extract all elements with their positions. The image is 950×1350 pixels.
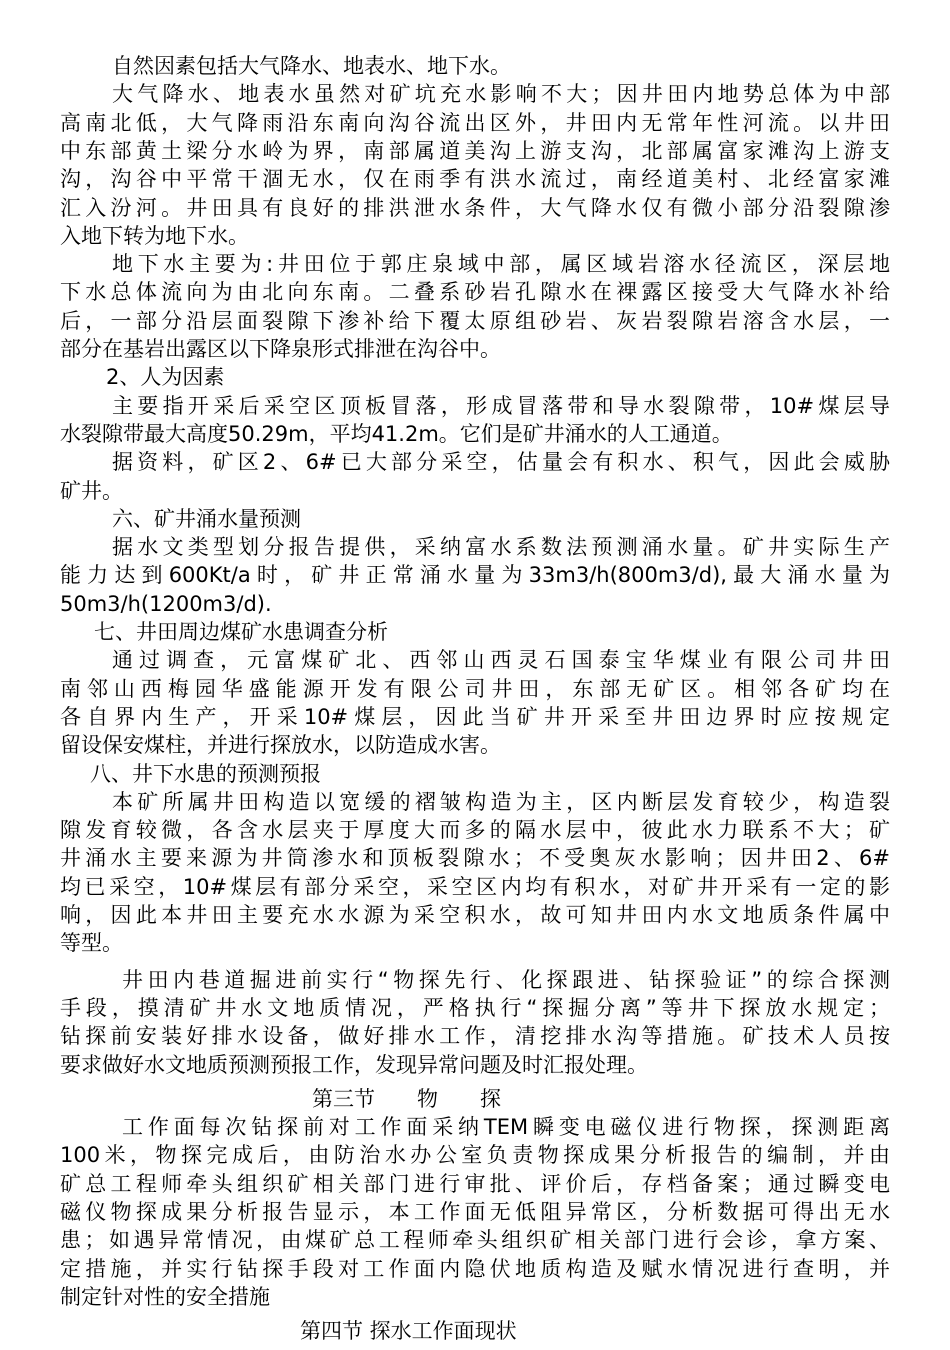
paragraph-line: 入地下转为地下水。 <box>60 223 249 248</box>
paragraph-line: 制定针对性的安全措施 <box>60 1284 270 1309</box>
paragraph-line: 响，因此本井田主要充水水源为采空积水，故可知井田内水文地质条件属中 <box>60 903 890 927</box>
section-heading: 2、人为因素 <box>106 365 225 390</box>
paragraph-line: 地下水主要为:井田位于郭庄泉域中部，属区域岩溶水径流区，深层地 <box>112 252 890 277</box>
paragraph-line: 工作面每次钻探前对工作面采纳TEM瞬变电磁仪进行物探，探测距离 <box>122 1115 890 1140</box>
paragraph-line: 水裂隙带最大高度50.29m，平均41.2m。它们是矿井涌水的人工通道。 <box>60 421 733 446</box>
paragraph-line: 等型。 <box>60 931 123 956</box>
section-heading: 八、井下水患的预测预报 <box>90 761 321 786</box>
paragraph-line: 中东部黄土梁分水岭为界，南部属道美沟上游支沟，北部属富家滩沟上游支 <box>60 138 890 163</box>
paragraph-line: 沟，沟谷中平常干涸无水，仅在雨季有洪水流过，南经道美村、北经富家滩 <box>60 167 890 192</box>
paragraph-line: 自然因素包括大气降水、地表水、地下水。 <box>112 54 511 78</box>
paragraph-line: 井田内巷道掘进前实行“物探先行、化探跟进、钻探验证”的综合探测 <box>122 967 890 992</box>
section-title: 第四节 探水工作面现状 <box>300 1319 517 1344</box>
paragraph-line: 南邻山西梅园华盛能源开发有限公司井田，东部无矿区。相邻各矿均在 <box>60 676 890 701</box>
paragraph-line: 部分在基岩出露区以下降泉形式排泄在沟谷中。 <box>60 337 501 361</box>
paragraph-line: 要求做好水文地质预测预报工作，发现异常问题及时汇报处理。 <box>60 1052 648 1077</box>
paragraph-line: 汇入汾河。井田具有良好的排洪泄水条件，大气降水仅有微小部分沿裂隙渗 <box>60 195 890 220</box>
paragraph-line: 患；如遇异常情况，由煤矿总工程师牵头组织矿相关部门进行会诊，拿方案、 <box>60 1228 890 1253</box>
paragraph-line: 通过调查，元富煤矿北、西邻山西灵石国泰宝华煤业有限公司井田 <box>112 648 890 673</box>
paragraph-line: 留设保安煤柱，并进行探放水，以防造成水害。 <box>60 733 501 758</box>
paragraph-line: 隙发育较微，各含水层夹于厚度大而多的隔水层中，彼此水力联系不大；矿 <box>60 818 890 843</box>
paragraph-line: 50m3/h(1200m3/d). <box>60 591 272 616</box>
paragraph-line: 矿井。 <box>60 478 123 503</box>
paragraph-line: 均已采空，10#煤层有部分采空，采空区内均有积水，对矿井开采有一定的影 <box>60 874 890 899</box>
paragraph-line: 本矿所属井田构造以宽缓的褶皱构造为主，区内断层发育较少，构造裂 <box>112 789 890 814</box>
paragraph-line: 定措施，并实行钻探手段对工作面内隐伏地质构造及赋水情况进行查明，并 <box>60 1256 890 1281</box>
paragraph-line: 手段，摸清矿井水文地质情况，严格执行“探掘分离”等井下探放水规定； <box>60 995 890 1020</box>
paragraph-line: 磁仪物探成果分析报告显示，本工作面无低阻异常区，分析数据可得出无水 <box>60 1200 890 1224</box>
paragraph-line: 大气降水、地表水虽然对矿坑充水影响不大；因井田内地势总体为中部 <box>112 82 890 107</box>
paragraph-line: 100米，物探完成后，由防治水办公室负责物探成果分析报告的编制，并由 <box>60 1143 890 1168</box>
paragraph-line: 井涌水主要来源为井筒渗水和顶板裂隙水；不受奥灰水影响；因井田2、6# <box>60 846 890 871</box>
section-heading: 六、矿井涌水量预测 <box>112 506 301 531</box>
section-heading: 七、井田周边煤矿水患调查分析 <box>94 620 388 644</box>
paragraph-line: 后，一部分沿层面裂隙下渗补给下覆太原组砂岩、灰岩裂隙岩溶含水层，一 <box>60 308 890 333</box>
paragraph-line: 据水文类型划分报告提供，采纳富水系数法预测涌水量。矿井实际生产 <box>112 535 890 560</box>
paragraph-line: 高南北低，大气降雨沿东南向沟谷流出区外，井田内无常年性河流。以井田 <box>60 110 890 135</box>
paragraph-line: 下水总体流向为由北向东南。二叠系砂岩孔隙水在裸露区接受大气降水补给 <box>60 280 890 305</box>
section-title: 第三节 物 探 <box>312 1086 501 1111</box>
paragraph-line: 钻探前安装好排水设备，做好排水工作，清挖排水沟等措施。矿技术人员按 <box>60 1024 890 1049</box>
paragraph-line: 各自界内生产，开采10#煤层，因此当矿井开采至井田边界时应按规定 <box>60 704 890 729</box>
paragraph-line: 据资料，矿区2、6#已大部分采空，估量会有积水、积气，因此会威胁 <box>112 450 890 475</box>
paragraph-line: 主要指开采后采空区顶板冒落，形成冒落带和导水裂隙带，10#煤层导 <box>112 393 890 418</box>
paragraph-line: 矿总工程师牵头组织矿相关部门进行审批、评价后，存档备案；通过瞬变电 <box>60 1171 890 1196</box>
paragraph-line: 能力达到600Kt/a时，矿井正常涌水量为33m3/h(800m3/d),最大涌水量为 <box>60 563 890 588</box>
